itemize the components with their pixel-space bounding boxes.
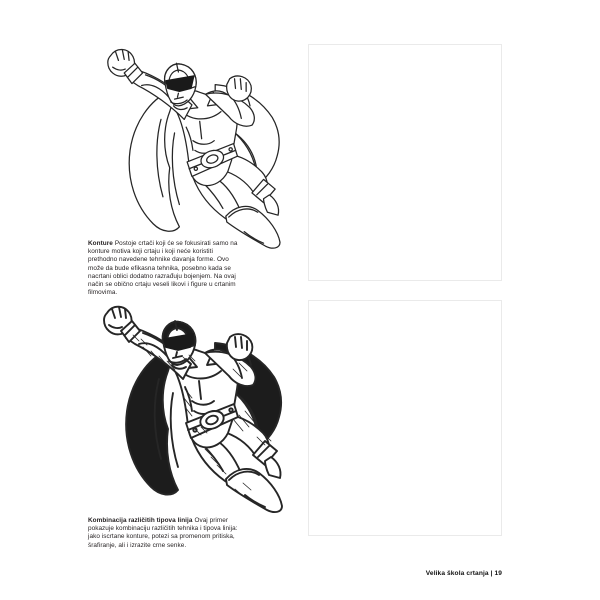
practice-box-2 xyxy=(308,300,502,536)
caption-body: Ovaj primer pokazuje kombinaciju različitih tehnika i tipova linija: jako iscrtane konture, potezi sa promenom pritiska, šrafiranje, ali i izrazite crne senke. xyxy=(88,517,238,549)
superhero-inked-svg xyxy=(84,299,296,514)
caption-lead: Kombinacija različitih tipova linija xyxy=(88,517,193,524)
figure-superhero-contour xyxy=(86,42,296,250)
figure-superhero-inked xyxy=(84,299,296,514)
caption-lead: Konture xyxy=(88,240,113,247)
page-footer: Velika škola crtanja | 19 xyxy=(425,570,502,577)
superhero-contour-svg xyxy=(86,42,296,250)
practice-box-1 xyxy=(308,44,502,281)
caption-body: Postoje crtači koji će se fokusirati samo na konture motiva koji crtaju i koji neće koristiti prethodno navedene tehnike davanja forme. Ovo može da bude efikasna tehnika, posebno kada se nacrtani oblici dodatno razrađuju bojenjem. Na ovaj način se obično crtaju veseli likovi i figure u crtanim filmovima. xyxy=(88,240,238,297)
caption-konture xyxy=(88,240,238,297)
caption-kombinacija xyxy=(88,517,246,550)
